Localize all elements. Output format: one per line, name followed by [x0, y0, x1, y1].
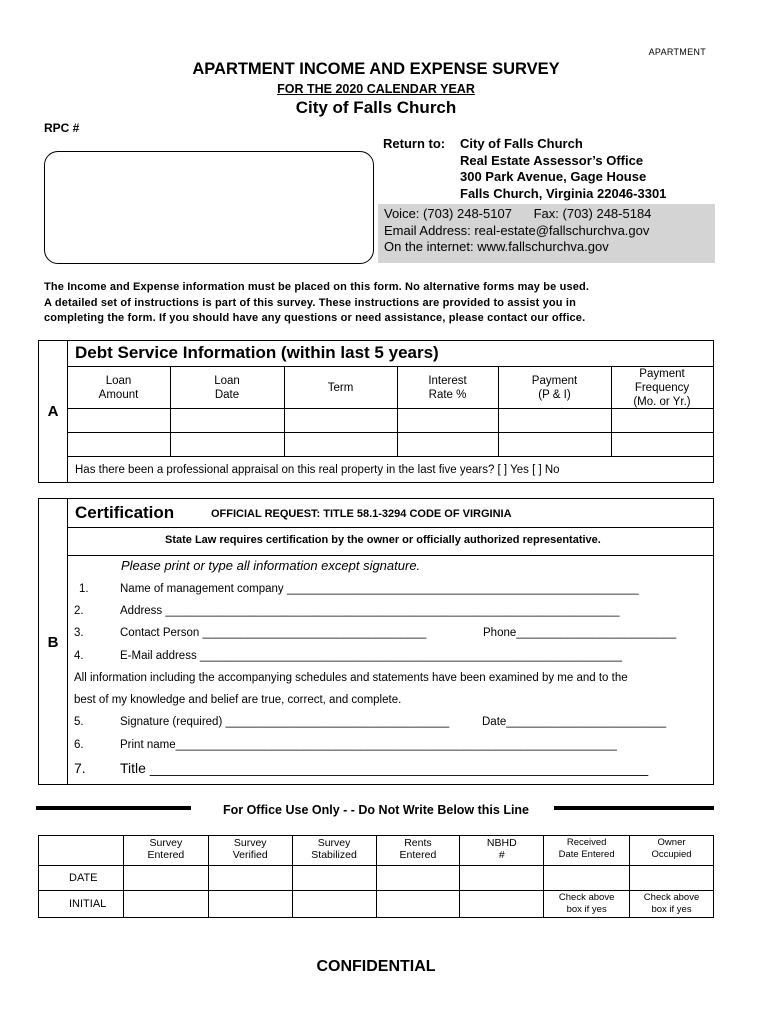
divider — [67, 527, 713, 528]
instruction-text: Please print or type all information except signature. — [121, 558, 421, 573]
certification-statement: best of my knowledge and belief are true, correct, and complete. — [74, 694, 402, 706]
table-cell[interactable] — [123, 891, 208, 918]
column-header-loan-date: Loan Date — [214, 375, 240, 401]
form-title: APARTMENT INCOME AND EXPENSE SURVEY — [192, 60, 560, 78]
address-field[interactable]: Address _______________________________________________________________________ — [120, 605, 620, 617]
row-label-date: DATE — [39, 866, 124, 891]
divider — [67, 555, 713, 556]
corner-label: APARTMENT — [648, 47, 706, 57]
table-cell[interactable] — [208, 891, 292, 918]
contact-box — [378, 204, 715, 263]
return-address — [460, 136, 666, 202]
office-use-heading: For Office Use Only - - Do Not Write Below this Line — [222, 803, 530, 817]
section-b-title: Certification — [75, 503, 175, 522]
section-letter: A — [47, 403, 59, 420]
item-number: 7. — [74, 760, 86, 776]
item-number: 1. — [79, 583, 89, 595]
check-above-note[interactable]: Check above box if yes — [630, 891, 714, 918]
header-survey-stabilized: Survey Stabilized — [292, 836, 376, 866]
table-cell[interactable] — [208, 866, 292, 891]
check-above-note[interactable]: Check above box if yes — [544, 891, 630, 918]
appraisal-question[interactable]: Has there been a professional appraisal on this real property in the last five years? [ ] Yes [ ] No — [75, 464, 560, 476]
table-cell — [39, 836, 124, 866]
table-cell[interactable] — [292, 891, 376, 918]
column-header-payment: Payment (P & I) — [531, 375, 578, 401]
section-a-debt-service — [38, 340, 714, 483]
confidential-label: CONFIDENTIAL — [316, 958, 436, 975]
table-cell[interactable] — [123, 866, 208, 891]
section-letter: B — [47, 634, 59, 651]
certification-statement: All information including the accompanying schedules and statements have been examined by me and to the — [74, 672, 628, 684]
address-line: Falls Church, Virginia 22046-3301 — [460, 185, 667, 201]
contact-person-field[interactable]: Contact Person ___________________________________ — [120, 627, 427, 639]
rpc-label: RPC # — [44, 121, 80, 135]
header-survey-verified: Survey Verified — [208, 836, 292, 866]
header-received-date: Received Date Entered — [544, 836, 630, 866]
divider — [67, 499, 68, 784]
column-header-payment-frequency: Payment Frequency (Mo. or Yr.) — [633, 368, 691, 408]
print-name-field[interactable]: Print name_____________________________________________________________________ — [120, 739, 617, 751]
title-field[interactable]: Title ________________________________________________________________ — [120, 760, 649, 776]
column-header-term: Term — [327, 382, 354, 394]
divider — [284, 366, 285, 457]
website: On the internet: www.fallschurchva.gov — [384, 239, 609, 254]
date-field[interactable]: Date_________________________ — [482, 716, 667, 728]
address-line: Real Estate Assessor’s Office — [460, 152, 644, 168]
item-number: 4. — [74, 650, 84, 662]
table-cell[interactable] — [460, 866, 544, 891]
item-number: 6. — [74, 739, 84, 751]
row-label-initial: INITIAL — [39, 891, 124, 918]
office-use-table — [38, 835, 714, 918]
table-cell[interactable] — [376, 866, 460, 891]
form-subtitle: FOR THE 2020 CALENDAR YEAR — [277, 82, 475, 96]
city-name: City of Falls Church — [295, 98, 457, 117]
intro-line: The Income and Expense information must be placed on this form. No alternative forms may be used. — [44, 281, 590, 293]
column-header-loan-amount: Loan Amount — [98, 375, 139, 401]
official-request: OFFICIAL REQUEST: TITLE 58.1-3294 CODE OF VIRGINIA — [211, 508, 512, 520]
address-line: City of Falls Church — [460, 136, 583, 151]
intro-text — [44, 280, 589, 327]
header-nbhd: NBHD # — [460, 836, 544, 866]
management-company-field[interactable]: Name of management company _______________________________________________________ — [120, 583, 639, 595]
intro-line: A detailed set of instructions is part of this survey. These instructions are provided to assist you in — [44, 296, 576, 309]
voice-number: Voice: (703) 248-5107 — [384, 206, 512, 221]
rpc-input-box[interactable] — [44, 151, 374, 264]
address-line: 300 Park Avenue, Gage House — [460, 169, 647, 184]
divider — [67, 432, 713, 433]
item-number: 3. — [74, 627, 84, 639]
phone-field[interactable]: Phone_________________________ — [483, 627, 677, 639]
header-owner-occupied: Owner Occupied — [630, 836, 714, 866]
table-cell[interactable] — [544, 866, 630, 891]
table-cell[interactable] — [630, 866, 714, 891]
email-address: Email Address: real-estate@fallschurchva.gov — [384, 222, 650, 238]
signature-field[interactable]: Signature (required) ___________________________________ — [120, 716, 450, 728]
table-cell[interactable] — [376, 891, 460, 918]
header-survey-entered: Survey Entered — [123, 836, 208, 866]
item-number: 2. — [74, 605, 84, 617]
table-cell[interactable] — [460, 891, 544, 918]
section-b-certification — [38, 498, 714, 785]
section-a-title: Debt Service Information (within last 5 years) — [75, 343, 439, 362]
divider — [67, 456, 713, 457]
header-rents-entered: Rents Entered — [376, 836, 460, 866]
item-number: 5. — [74, 716, 84, 728]
table-cell[interactable] — [292, 866, 376, 891]
intro-line: completing the form. If you should have any questions or need assistance, please contact our office. — [44, 312, 586, 324]
email-field[interactable]: E-Mail address __________________________________________________________________ — [120, 650, 623, 662]
divider — [67, 341, 68, 482]
return-to-label: Return to: — [383, 136, 446, 151]
state-law-text: State Law requires certification by the owner or officially authorized representative. — [165, 534, 601, 546]
column-header-interest-rate: Interest Rate % — [428, 375, 467, 401]
fax-number: Fax: (703) 248-5184 — [533, 206, 652, 221]
